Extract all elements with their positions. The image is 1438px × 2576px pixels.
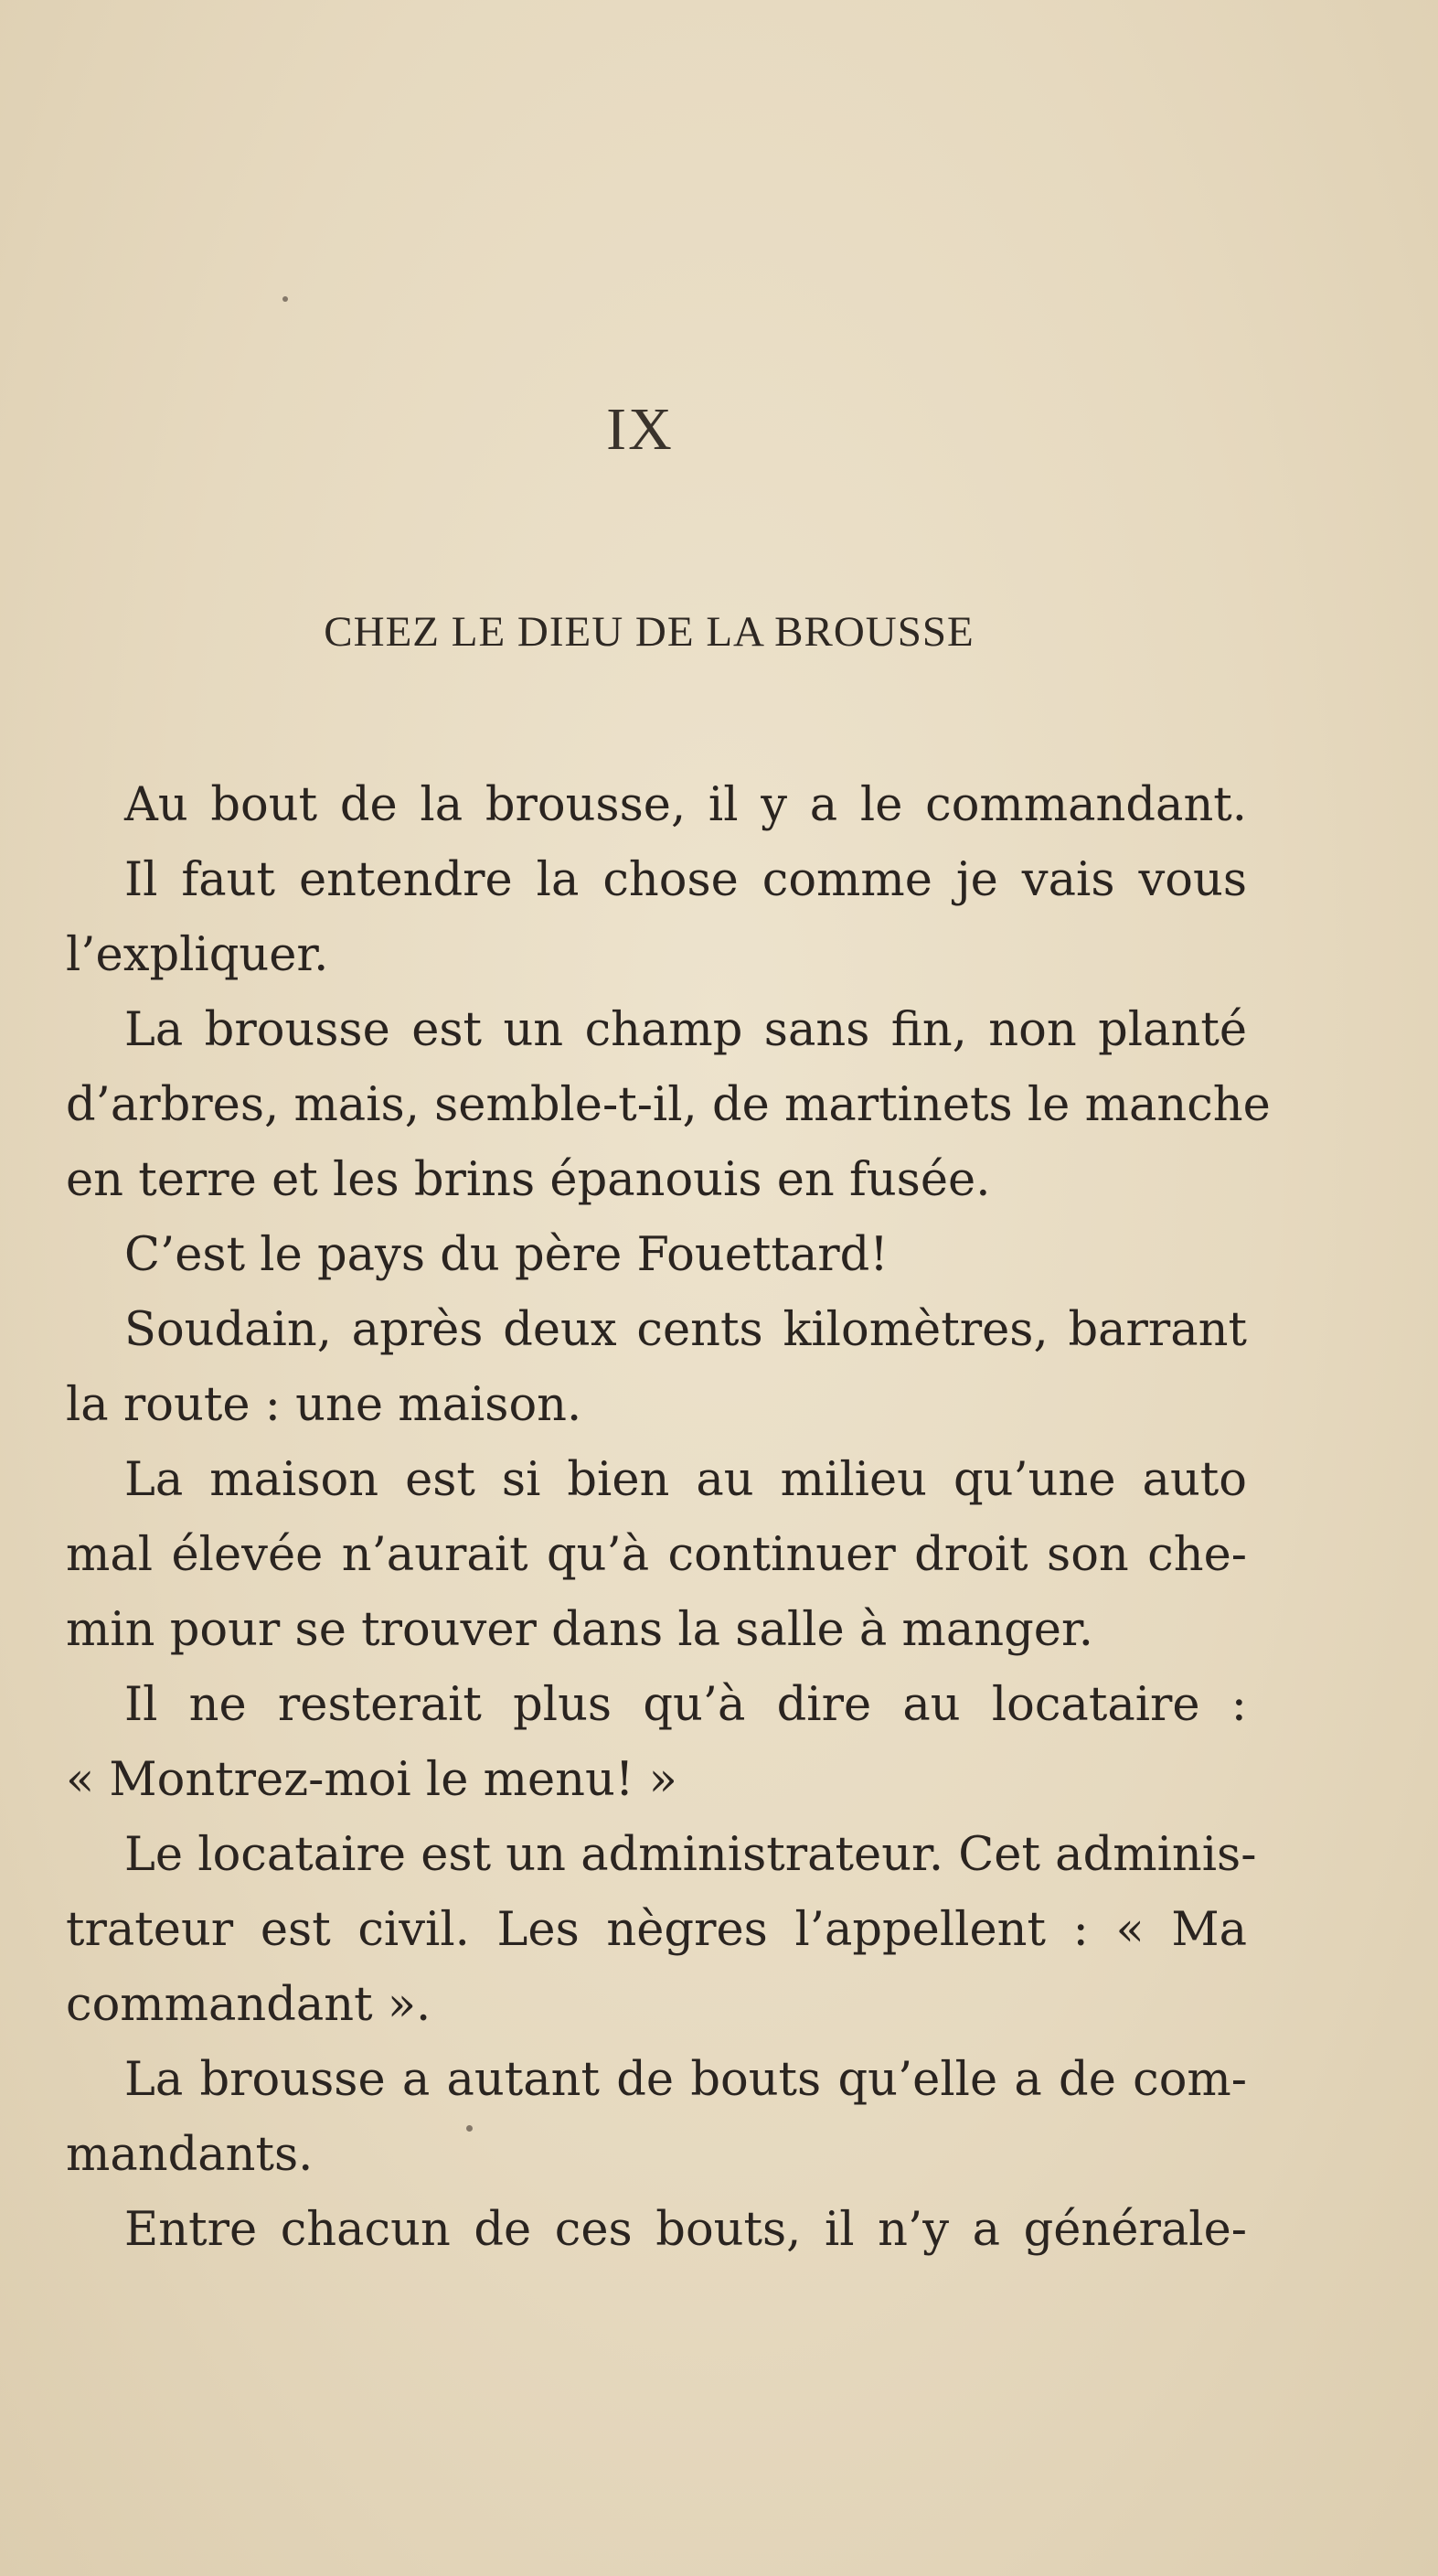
text-line: C’est le pays du père Fouettard! [124,1228,889,1282]
chapter-body [66,768,1271,2268]
text-line: Au bout de la brousse, il y a le commandant. [124,778,1247,832]
text-line: La brousse a autant de bouts qu’elle a de com- [124,2053,1247,2107]
text-line: Entre chacun de ces bouts, il n’y a générale- [124,2203,1247,2257]
text-line: mal élevée n’aurait qu’à continuer droit son che- [66,1528,1247,1582]
text-line: la route : une maison. [66,1378,582,1432]
text-line: Soudain, après deux cents kilomètres, barrant [124,1303,1247,1357]
text-line: trateur est civil. Les nègres l’appellent : « Ma [66,1903,1247,1957]
text-line: Il faut entendre la chose comme je vais vous [124,853,1247,907]
text-line: « Montrez-moi le menu! » [66,1753,677,1807]
text-line: en terre et les brins épanouis en fusée. [66,1153,991,1207]
chapter-number: IX [606,396,674,463]
text-line: mandants. [66,2128,314,2182]
text-line: d’arbres, mais, semble-t-il, de martinets le manche [66,1078,1271,1132]
chapter-title: CHEZ LE DIEU DE LA BROUSSE [324,608,975,656]
ink-speck [282,296,288,302]
text-line: La maison est si bien au milieu qu’une auto [124,1453,1247,1507]
text-line: Il ne resterait plus qu’à dire au locataire : [124,1678,1247,1732]
text-line: Le locataire est un administrateur. Cet adminis- [124,1828,1257,1882]
text-line: La brousse est un champ sans fin, non planté [124,1003,1247,1057]
text-line: commandant ». [66,1978,431,2032]
text-line: l’expliquer. [66,928,329,982]
text-line: min pour se trouver dans la salle à manger. [66,1603,1093,1657]
